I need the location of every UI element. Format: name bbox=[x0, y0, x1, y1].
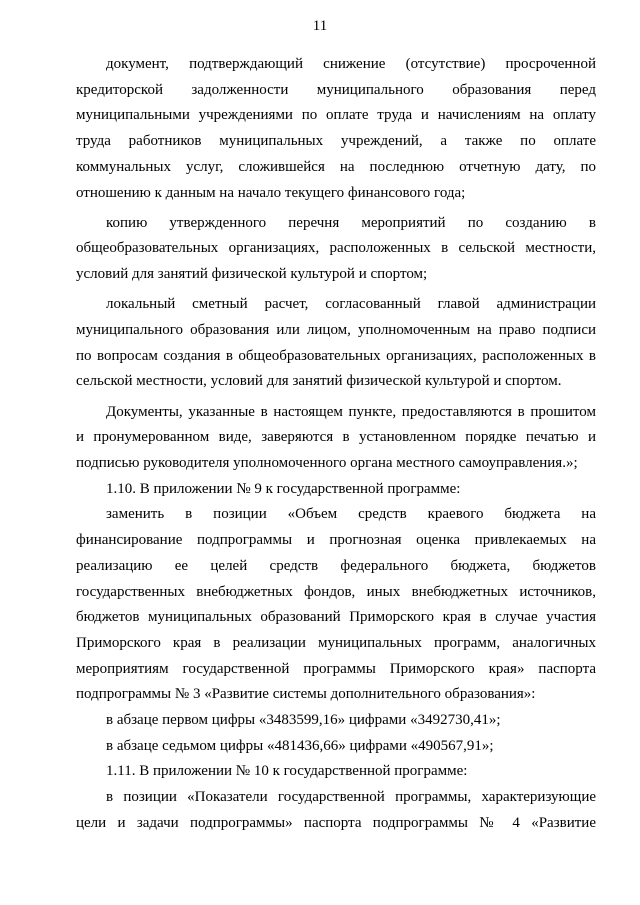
text-line: бюджетов муниципальных образований Приморского края в случае участия bbox=[76, 609, 596, 626]
text-line: мероприятиям государственной программы Приморского края» паспорта bbox=[76, 660, 596, 677]
text-line: Приморского края в реализации муниципальных программ, аналогичных bbox=[76, 634, 596, 651]
text-line: и пронумерованном виде, заверяются в установленном порядке печатью и bbox=[76, 429, 596, 446]
text-line: коммунальных услуг, сложившейся на последнюю отчетную дату, по bbox=[76, 158, 596, 175]
text-line: локальный сметный расчет, согласованный главой администрации bbox=[106, 296, 596, 313]
text-line: в абзаце седьмом цифры «481436,66» цифрами «490567,91»; bbox=[106, 737, 494, 754]
text-line: подписью руководителя уполномоченного органа местного самоуправления.»; bbox=[76, 455, 578, 472]
text-line: муниципального образования или лицом, уполномоченным на право подписи bbox=[76, 322, 596, 339]
text-line: заменить в позиции «Объем средств краевого бюджета на bbox=[106, 506, 596, 523]
text-line: реализацию ее целей средств федерального бюджета, бюджетов bbox=[76, 557, 596, 574]
document-body bbox=[76, 52, 596, 837]
text-line: кредиторской задолженности муниципального образования перед bbox=[76, 81, 596, 98]
text-line: сельской местности, условий для занятий физической культурой и спортом. bbox=[76, 373, 562, 390]
text-line: Документы, указанные в настоящем пункте, предоставляются в прошитом bbox=[106, 403, 596, 420]
text-line: по вопросам создания в общеобразовательных организациях, расположенных в bbox=[76, 347, 596, 364]
text-line: 1.10. В приложении № 9 к государственной программе: bbox=[106, 480, 461, 497]
text-line: государственных внебюджетных фондов, иных внебюджетных источников, bbox=[76, 583, 596, 600]
text-line: документ, подтверждающий снижение (отсутствие) просроченной bbox=[106, 56, 596, 72]
text-line: копию утвержденного перечня мероприятий по созданию в bbox=[106, 214, 596, 231]
text-line: финансирование подпрограммы и прогнозная оценка привлекаемых на bbox=[76, 532, 596, 549]
text-line: 1.11. В приложении № 10 к государственной программе: bbox=[106, 763, 468, 780]
text-line: муниципальными учреждениями по оплате труда и начислениям на оплату bbox=[76, 107, 596, 124]
text-line: отношению к данным на начало текущего финансового года; bbox=[76, 184, 466, 201]
text-line: труда работников муниципальных учреждений, а также по оплате bbox=[76, 133, 596, 150]
text-line: в позиции «Показатели государственной программы, характеризующие bbox=[106, 789, 596, 806]
page-number: 11 bbox=[312, 18, 328, 34]
text-line: условий для занятий физической культурой и спортом; bbox=[76, 266, 428, 283]
text-line: общеобразовательных организациях, расположенных в сельской местности, bbox=[76, 240, 596, 257]
text-line: цели и задачи подпрограммы» паспорта подпрограммы № 4 «Развитие bbox=[76, 814, 596, 831]
text-line: в абзаце первом цифры «3483599,16» цифрами «3492730,41»; bbox=[106, 712, 501, 729]
text-line: подпрограммы № 3 «Развитие системы дополнительного образования»: bbox=[76, 686, 536, 703]
